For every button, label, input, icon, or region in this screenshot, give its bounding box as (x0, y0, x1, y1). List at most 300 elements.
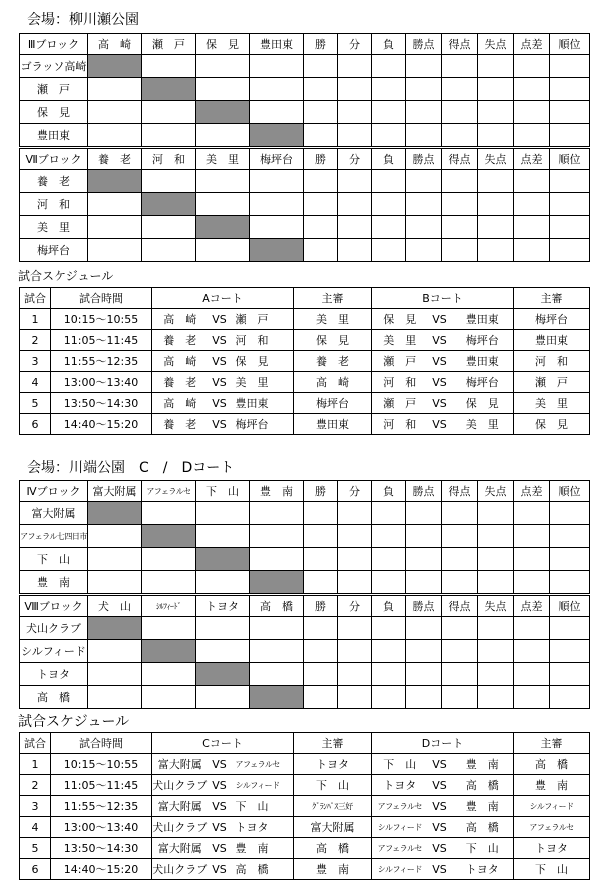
stat-cell (514, 663, 550, 686)
stat-header: 順位 (550, 596, 590, 617)
stat-header: 勝点 (406, 481, 442, 502)
stat-header: 得点 (442, 149, 478, 170)
result-cell (88, 216, 142, 239)
vs-label: VS (428, 351, 452, 372)
stat-header: 勝 (304, 596, 338, 617)
match-row (20, 393, 590, 414)
stat-cell (338, 617, 372, 640)
court2-team-2: 下 山 (452, 838, 514, 859)
stat-header: 得点 (442, 596, 478, 617)
result-cell (142, 239, 196, 262)
stat-cell (514, 55, 550, 78)
stat-cell (442, 686, 478, 709)
result-cell (196, 124, 250, 147)
match-row (20, 351, 590, 372)
stat-header: 点差 (514, 149, 550, 170)
stat-cell (406, 55, 442, 78)
stat-header: 勝点 (406, 596, 442, 617)
result-cell (196, 193, 250, 216)
schedule-title-2: 試合スケジュール (18, 714, 130, 730)
stat-cell (478, 78, 514, 101)
court1-team-1: 富大附属 (152, 838, 208, 859)
court1-team-1: 養 老 (152, 330, 208, 351)
court2-referee: 河 和 (514, 351, 590, 372)
match-number: 5 (20, 393, 51, 414)
stat-cell (338, 640, 372, 663)
stat-cell (550, 502, 590, 525)
schedule-header: 主審 (294, 288, 372, 309)
stat-cell (304, 663, 338, 686)
result-cell (142, 101, 196, 124)
team-row-label: 美 里 (20, 216, 88, 239)
block-4-table (19, 480, 590, 594)
team-row-label: 下 山 (20, 548, 88, 571)
stat-cell (478, 101, 514, 124)
court2-referee: 豊田東 (514, 330, 590, 351)
court2-referee: トヨタ (514, 838, 590, 859)
stat-cell (514, 502, 550, 525)
court1-referee: トヨタ (294, 754, 372, 775)
stat-cell (478, 170, 514, 193)
court2-team-1: 下 山 (372, 754, 428, 775)
stat-cell (304, 55, 338, 78)
schedule-header: 試合 (20, 288, 51, 309)
stat-cell (478, 525, 514, 548)
stat-cell (442, 502, 478, 525)
result-cell (88, 101, 142, 124)
court2-team-2: 梅坪台 (452, 372, 514, 393)
court2-team-1: シルフィード (372, 817, 428, 838)
result-cell (250, 101, 304, 124)
team-row-label: 富大附属 (20, 502, 88, 525)
stat-cell (550, 548, 590, 571)
result-cell (196, 640, 250, 663)
team-row-label: 高 橋 (20, 686, 88, 709)
court2-referee: 下 山 (514, 859, 590, 880)
match-row (20, 754, 590, 775)
schedule-1-table (19, 287, 590, 435)
schedule-header: Dコート (372, 733, 514, 754)
stat-cell (372, 640, 406, 663)
team-col-header: 瀬 戸 (142, 34, 196, 55)
stat-cell (304, 78, 338, 101)
vs-label: VS (208, 859, 232, 880)
stat-cell (478, 663, 514, 686)
match-time: 14:40～15:20 (51, 859, 152, 880)
stat-cell (406, 101, 442, 124)
header-row (20, 34, 590, 55)
result-cell (88, 78, 142, 101)
vs-label: VS (428, 817, 452, 838)
vs-label: VS (428, 330, 452, 351)
court1-team-2: 河 和 (232, 330, 294, 351)
stat-cell (372, 239, 406, 262)
schedule-header: 主審 (514, 733, 590, 754)
stat-cell (406, 170, 442, 193)
court1-team-1: 高 崎 (152, 309, 208, 330)
stat-cell (338, 55, 372, 78)
schedule-header: 主審 (294, 733, 372, 754)
match-row (20, 414, 590, 435)
stat-header: 点差 (514, 596, 550, 617)
stat-cell (514, 101, 550, 124)
vs-label: VS (208, 754, 232, 775)
team-row (20, 640, 590, 663)
stat-header: 分 (338, 149, 372, 170)
stat-cell (442, 216, 478, 239)
result-cell (250, 548, 304, 571)
stat-cell (372, 78, 406, 101)
stat-cell (442, 193, 478, 216)
self-match-cell (88, 502, 142, 525)
court2-team-2: 豊 南 (452, 796, 514, 817)
stat-cell (550, 55, 590, 78)
result-cell (88, 124, 142, 147)
stat-header: 負 (372, 34, 406, 55)
team-row (20, 571, 590, 594)
result-cell (88, 525, 142, 548)
court1-team-1: 養 老 (152, 414, 208, 435)
stat-cell (478, 640, 514, 663)
stat-cell (372, 502, 406, 525)
vs-label: VS (208, 414, 232, 435)
court2-referee: シルフィード (514, 796, 590, 817)
stat-cell (406, 686, 442, 709)
court2-team-2: 高 橋 (452, 817, 514, 838)
team-col-header: トヨタ (196, 596, 250, 617)
court1-team-1: 富大附属 (152, 796, 208, 817)
stat-header: 勝点 (406, 149, 442, 170)
stat-header: 負 (372, 149, 406, 170)
stat-cell (338, 101, 372, 124)
match-time: 13:00～13:40 (51, 817, 152, 838)
self-match-cell (196, 216, 250, 239)
team-col-header: 保 見 (196, 34, 250, 55)
result-cell (142, 502, 196, 525)
court2-team-2: 高 橋 (452, 775, 514, 796)
match-time: 13:50～14:30 (51, 393, 152, 414)
stat-cell (514, 216, 550, 239)
result-cell (196, 170, 250, 193)
self-match-cell (250, 686, 304, 709)
stat-cell (442, 571, 478, 594)
court2-team-1: 河 和 (372, 372, 428, 393)
court2-referee: アフェラルセ (514, 817, 590, 838)
stat-cell (478, 686, 514, 709)
match-row (20, 817, 590, 838)
court1-team-1: 高 崎 (152, 393, 208, 414)
stat-header: 失点 (478, 481, 514, 502)
stat-cell (514, 170, 550, 193)
stat-cell (550, 571, 590, 594)
stat-cell (406, 525, 442, 548)
block-name: Ⅲブロック (20, 34, 88, 55)
result-cell (250, 55, 304, 78)
stat-header: 勝 (304, 34, 338, 55)
result-cell (250, 502, 304, 525)
court1-team-2: 保 見 (232, 351, 294, 372)
team-row (20, 101, 590, 124)
court2-referee: 豊 南 (514, 775, 590, 796)
stat-cell (406, 124, 442, 147)
stat-cell (372, 101, 406, 124)
court2-team-2: 保 見 (452, 393, 514, 414)
team-col-header: アフェラルセ (142, 481, 196, 502)
stat-cell (442, 124, 478, 147)
vs-label: VS (208, 775, 232, 796)
court2-team-2: トヨタ (452, 859, 514, 880)
vs-label: VS (208, 309, 232, 330)
result-cell (88, 193, 142, 216)
result-cell (250, 216, 304, 239)
stat-cell (406, 571, 442, 594)
court1-team-2: 豊田東 (232, 393, 294, 414)
stat-header: 失点 (478, 34, 514, 55)
schedule-header: 主審 (514, 288, 590, 309)
stat-cell (372, 170, 406, 193)
stat-cell (406, 78, 442, 101)
result-cell (196, 686, 250, 709)
match-number: 2 (20, 330, 51, 351)
result-cell (196, 571, 250, 594)
self-match-cell (142, 525, 196, 548)
match-row (20, 372, 590, 393)
self-match-cell (196, 101, 250, 124)
stat-cell (304, 216, 338, 239)
court1-referee: 高 橋 (294, 838, 372, 859)
stat-header: 勝点 (406, 34, 442, 55)
team-row (20, 78, 590, 101)
result-cell (142, 663, 196, 686)
block-7-table (19, 148, 590, 262)
header-row (20, 481, 590, 502)
stat-cell (478, 502, 514, 525)
court2-referee: 梅坪台 (514, 309, 590, 330)
court2-team-1: シルフィード (372, 859, 428, 880)
team-row (20, 617, 590, 640)
team-row-label: 豊田東 (20, 124, 88, 147)
stat-cell (442, 617, 478, 640)
schedule-header-row (20, 733, 590, 754)
stat-cell (372, 571, 406, 594)
stat-cell (406, 216, 442, 239)
self-match-cell (250, 571, 304, 594)
result-cell (142, 170, 196, 193)
vs-label: VS (428, 309, 452, 330)
match-number: 1 (20, 309, 51, 330)
match-time: 10:15～10:55 (51, 309, 152, 330)
result-cell (142, 216, 196, 239)
schedule-header: Aコート (152, 288, 294, 309)
stat-cell (338, 216, 372, 239)
court2-team-1: 河 和 (372, 414, 428, 435)
team-row-label: 梅坪台 (20, 239, 88, 262)
court1-team-1: 富大附属 (152, 754, 208, 775)
stat-cell (304, 548, 338, 571)
team-row (20, 124, 590, 147)
schedule-title-1: 試合スケジュール (18, 269, 114, 283)
team-row-label: 犬山クラブ (20, 617, 88, 640)
stat-cell (406, 548, 442, 571)
court2-team-1: トヨタ (372, 775, 428, 796)
vs-label: VS (428, 775, 452, 796)
result-cell (250, 640, 304, 663)
stat-cell (478, 617, 514, 640)
stat-cell (304, 239, 338, 262)
stat-cell (304, 101, 338, 124)
result-cell (196, 239, 250, 262)
stat-cell (338, 239, 372, 262)
stat-cell (372, 525, 406, 548)
court1-referee: 高 崎 (294, 372, 372, 393)
match-time: 11:55～12:35 (51, 796, 152, 817)
stat-cell (550, 640, 590, 663)
result-cell (88, 548, 142, 571)
stat-cell (442, 663, 478, 686)
result-cell (142, 548, 196, 571)
team-col-header: 富大附属 (88, 481, 142, 502)
stat-cell (550, 170, 590, 193)
court1-team-1: 犬山クラブ (152, 817, 208, 838)
match-number: 6 (20, 859, 51, 880)
stat-cell (514, 193, 550, 216)
court1-referee: 下 山 (294, 775, 372, 796)
match-row (20, 859, 590, 880)
block-name: Ⅷブロック (20, 596, 88, 617)
team-row-label: ゴラッソ高崎 (20, 55, 88, 78)
court1-referee: 豊 南 (294, 859, 372, 880)
court2-team-1: 瀬 戸 (372, 351, 428, 372)
court2-referee: 高 橋 (514, 754, 590, 775)
stat-header: 順位 (550, 149, 590, 170)
stat-cell (550, 239, 590, 262)
court1-team-2: アフェラルセ (232, 754, 294, 775)
stat-cell (442, 170, 478, 193)
vs-label: VS (428, 838, 452, 859)
team-row (20, 525, 590, 548)
stat-cell (514, 78, 550, 101)
result-cell (88, 571, 142, 594)
team-row-label: 瀬 戸 (20, 78, 88, 101)
court1-referee: ｸﾞﾗﾝﾊﾟｽ三好 (294, 796, 372, 817)
stat-cell (304, 193, 338, 216)
schedule-header: Bコート (372, 288, 514, 309)
stat-cell (304, 617, 338, 640)
vs-label: VS (428, 372, 452, 393)
team-col-header: 犬 山 (88, 596, 142, 617)
court1-referee: 豊田東 (294, 414, 372, 435)
stat-cell (478, 216, 514, 239)
court2-referee: 瀬 戸 (514, 372, 590, 393)
stat-header: 得点 (442, 34, 478, 55)
match-time: 11:55～12:35 (51, 351, 152, 372)
team-col-header: 下 山 (196, 481, 250, 502)
schedule-2-table (19, 732, 590, 880)
stat-cell (550, 525, 590, 548)
vs-label: VS (208, 351, 232, 372)
team-row-label: シルフィード (20, 640, 88, 663)
team-col-header: 高 橋 (250, 596, 304, 617)
stat-cell (478, 55, 514, 78)
court1-team-2: 豊 南 (232, 838, 294, 859)
stat-header: 得点 (442, 481, 478, 502)
schedule-header: 試合 (20, 733, 51, 754)
result-cell (142, 617, 196, 640)
stat-cell (338, 525, 372, 548)
result-cell (142, 571, 196, 594)
court1-referee: 梅坪台 (294, 393, 372, 414)
stat-cell (406, 502, 442, 525)
team-col-header: 豊 南 (250, 481, 304, 502)
result-cell (196, 525, 250, 548)
stat-header: 順位 (550, 34, 590, 55)
schedule-header: 試合時間 (51, 288, 152, 309)
schedule-header-row (20, 288, 590, 309)
stat-cell (514, 571, 550, 594)
header-row (20, 596, 590, 617)
match-time: 11:05～11:45 (51, 330, 152, 351)
stat-cell (372, 663, 406, 686)
stat-cell (372, 193, 406, 216)
stat-cell (304, 502, 338, 525)
stat-cell (550, 216, 590, 239)
stat-cell (304, 124, 338, 147)
match-time: 10:15～10:55 (51, 754, 152, 775)
result-cell (88, 663, 142, 686)
stat-cell (304, 571, 338, 594)
result-cell (250, 170, 304, 193)
court1-team-2: 下 山 (232, 796, 294, 817)
vs-label: VS (208, 796, 232, 817)
stat-header: 失点 (478, 149, 514, 170)
court2-team-2: 美 里 (452, 414, 514, 435)
court1-referee: 富大附属 (294, 817, 372, 838)
self-match-cell (88, 55, 142, 78)
court2-team-2: 豊 南 (452, 754, 514, 775)
stat-cell (304, 686, 338, 709)
court2-team-1: アフェラルセ (372, 838, 428, 859)
venue-title-1: 会場：柳川瀬公園 (27, 12, 139, 28)
match-row (20, 330, 590, 351)
team-row (20, 170, 590, 193)
stat-cell (304, 640, 338, 663)
match-row (20, 838, 590, 859)
stat-header: 負 (372, 596, 406, 617)
team-row-label: トヨタ (20, 663, 88, 686)
stat-cell (372, 548, 406, 571)
result-cell (142, 55, 196, 78)
result-cell (88, 239, 142, 262)
block-name: Ⅳブロック (20, 481, 88, 502)
vs-label: VS (428, 414, 452, 435)
stat-cell (442, 55, 478, 78)
result-cell (250, 193, 304, 216)
stat-cell (338, 571, 372, 594)
match-time: 13:00～13:40 (51, 372, 152, 393)
stat-cell (372, 124, 406, 147)
team-row (20, 663, 590, 686)
court2-team-1: 瀬 戸 (372, 393, 428, 414)
court1-referee: 養 老 (294, 351, 372, 372)
stat-cell (442, 78, 478, 101)
court1-team-1: 養 老 (152, 372, 208, 393)
block-3-table (19, 33, 590, 147)
team-row (20, 548, 590, 571)
stat-header: 点差 (514, 34, 550, 55)
team-col-header: 梅坪台 (250, 149, 304, 170)
stat-cell (514, 548, 550, 571)
team-row (20, 55, 590, 78)
